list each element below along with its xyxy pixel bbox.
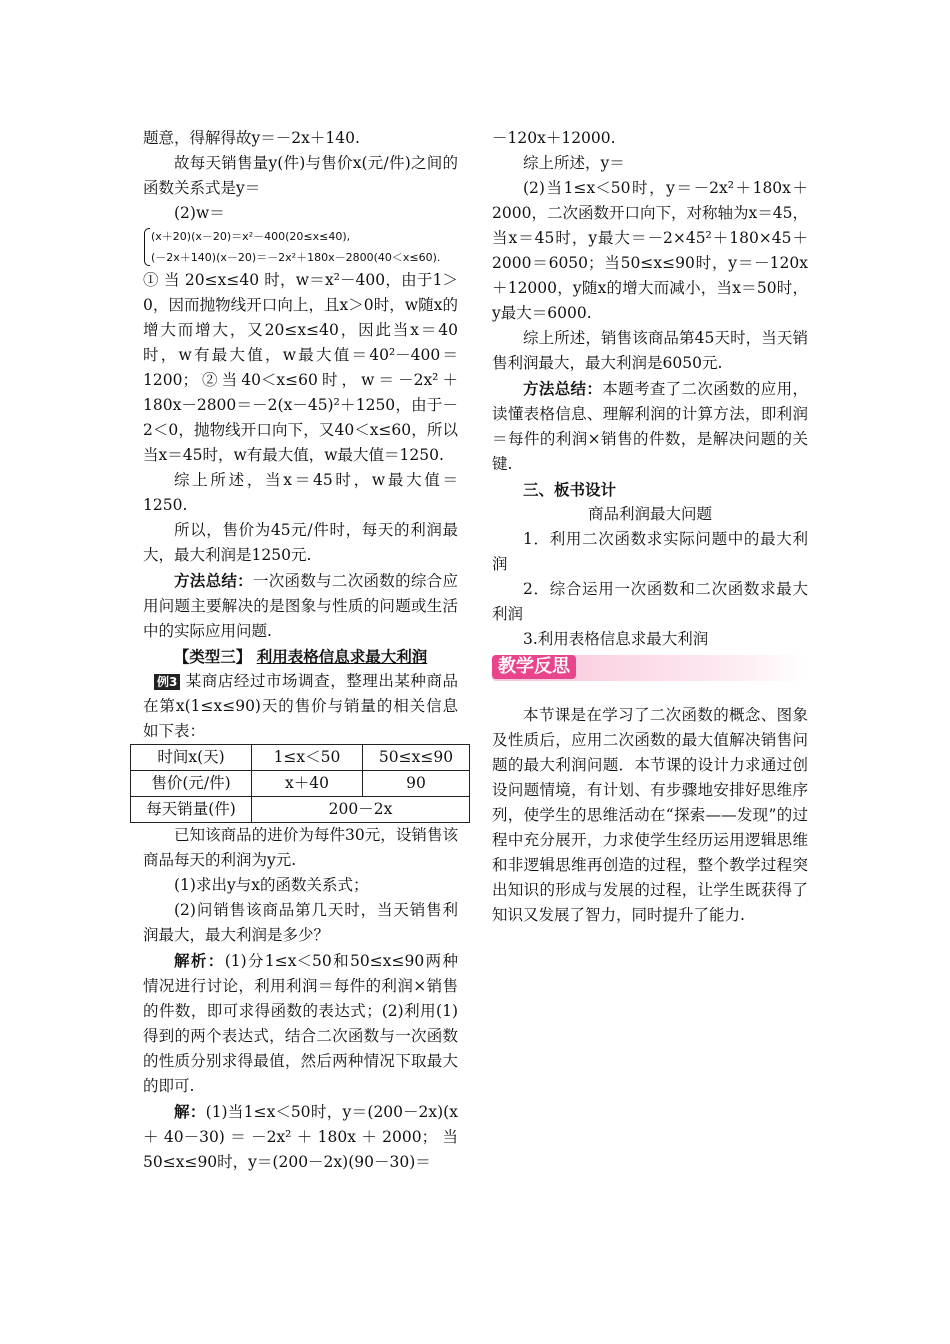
right-column <box>492 126 808 928</box>
table-cell: 50≤x≤90 <box>363 745 470 771</box>
reflection-text: 本节课是在学习了二次函数的概念、图象及性质后，应用二次函数的最大值解决销售问题的最大利润问题．本节课的设计力求通过创设问题情境，有计划、有步骤地安排好思维序列，使学生的思维活动在“探索——发现”的过程中充分展开，力求使学生经历运用逻辑思维和非逻辑思维再创造的过程，整个教学过程突出知识的形成与发展的过程，让学生既获得了知识又发展了智力，同时提升了能力. <box>492 706 808 924</box>
board-title: 商品利润最大问题 <box>587 505 712 523</box>
reflection-title: 教学反思 <box>492 655 576 679</box>
info-table <box>130 744 470 823</box>
method-label: 方法总结： <box>523 379 603 398</box>
paragraph: ① 当 20≤x≤40 时，w＝x²－400，由于1＞0，因而抛物线开口向上，且x＞0时，w随x的增大而增大，又20≤x≤40，因此当x＝40时，w有最大值，w最大值＝40²－400＝1200；②当40＜x≤60时，w＝－2x²＋180x－2800＝－2(x－45)²＋1250，由于－2＜0，抛物线开口向下，又40＜x≤60，所以当x＝45时，w有最大值，w最大值＝1250. <box>143 271 458 464</box>
paragraph: 所以，售价为45元/件时，每天的利润最大，最大利润是1250元. <box>143 521 458 564</box>
table-row <box>131 797 470 823</box>
section-heading: 三、板书设计 <box>523 480 617 499</box>
paragraph: 已知该商品的进价为每件30元，设销售该商品每天的利润为y元. <box>143 826 458 869</box>
paragraph: 综上所述，当x＝45时，w最大值＝1250. <box>143 471 458 514</box>
solution-text: (1)当1≤x＜50时，y＝(200－2x)(x＋40－30)＝－2x²＋180x＋2000；当50≤x≤90时，y＝(200－2x)(90－30)＝ <box>143 1103 458 1171</box>
left-column <box>143 126 458 1175</box>
solution-label: 解： <box>174 1102 206 1121</box>
method-label: 方法总结： <box>174 571 253 590</box>
example-paragraph <box>143 669 458 744</box>
paragraph: (2)w＝ <box>174 204 225 222</box>
method-summary <box>143 568 458 644</box>
piece-1: (x＋20)(x－20)＝x²－400(20≤x≤40), <box>151 230 351 243</box>
paragraph: (2)当1≤x＜50时，y＝－2x²＋180x＋2000，二次函数开口向下，对称轴为x＝45，当x＝45时，y最大＝－2×45²＋180×45＋2000＝6050；当50≤x≤90时，y＝－120x＋12000，y随x的增大而减小，当x＝50时，y最大＝6000. <box>492 179 808 322</box>
table-row <box>131 745 470 771</box>
paragraph: 综上所述，销售该商品第45天时，当天销售利润最大，最大利润是6050元. <box>492 329 808 372</box>
reflection-banner <box>492 655 808 681</box>
type3-bracket: 【类型三】 <box>173 647 252 666</box>
piecewise-function <box>143 226 458 268</box>
table-cell: 时间x(天) <box>131 745 252 771</box>
question-2: (2)问销售该商品第几天时，当天销售利润最大，最大利润是多少？ <box>143 901 458 944</box>
example-text: 某商店经过市场调查，整理出某种商品在第x(1≤x≤90)天的售价与销量的相关信息如下表： <box>143 672 458 740</box>
table-cell: 200－2x <box>252 797 470 823</box>
type3-title: 利用表格信息求最大利润 <box>256 647 428 666</box>
analysis <box>143 948 458 1099</box>
paragraph: 故每天销售量y(件)与售价x(元/件)之间的函数关系式是y＝ <box>143 154 458 197</box>
board-item: 3.利用表格信息求最大利润 <box>523 630 709 648</box>
method-text: 一次函数与二次函数的综合应用问题主要解决的是图象与性质的问题或生活中的实际应用问题. <box>143 572 458 640</box>
paragraph: 综上所述，y＝ <box>523 154 625 172</box>
text-line: －120x＋12000. <box>492 129 616 147</box>
board-item: 1．利用二次函数求实际问题中的最大利润 <box>492 530 808 573</box>
table-cell: 每天销量(件) <box>131 797 252 823</box>
type3-heading <box>143 644 458 669</box>
board-item: 2．综合运用一次函数和二次函数求最大利润 <box>492 580 808 623</box>
method-text: 本题考查了二次函数的应用，读懂表格信息、理解利润的计算方法，即利润＝每件的利润×销售的件数，是解决问题的关键. <box>492 380 808 473</box>
analysis-text: (1)分1≤x＜50和50≤x≤90两种情况进行讨论，利用利润＝每件的利润×销售的件数，即可求得函数的表达式；(2)利用(1)得到的两个表达式，结合二次函数与一次函数的性质分别求得最值，然后两种情况下取最大的即可. <box>143 952 458 1095</box>
text-line: 题意，得解得故y＝－2x＋140. <box>143 129 360 147</box>
table-row <box>131 771 470 797</box>
table-cell: 售价(元/件) <box>131 771 252 797</box>
table-cell: x＋40 <box>252 771 363 797</box>
table-cell: 90 <box>363 771 470 797</box>
question-1: (1)求出y与x的函数关系式； <box>174 876 369 894</box>
piece-2: (－2x＋140)(x－20)＝－2x²＋180x－2800(40＜x≤60). <box>151 251 441 264</box>
method-summary <box>492 376 808 477</box>
example-badge: 例3 <box>154 674 180 690</box>
analysis-label: 解析： <box>174 951 225 970</box>
table-cell: 1≤x＜50 <box>252 745 363 771</box>
solution <box>143 1099 458 1175</box>
